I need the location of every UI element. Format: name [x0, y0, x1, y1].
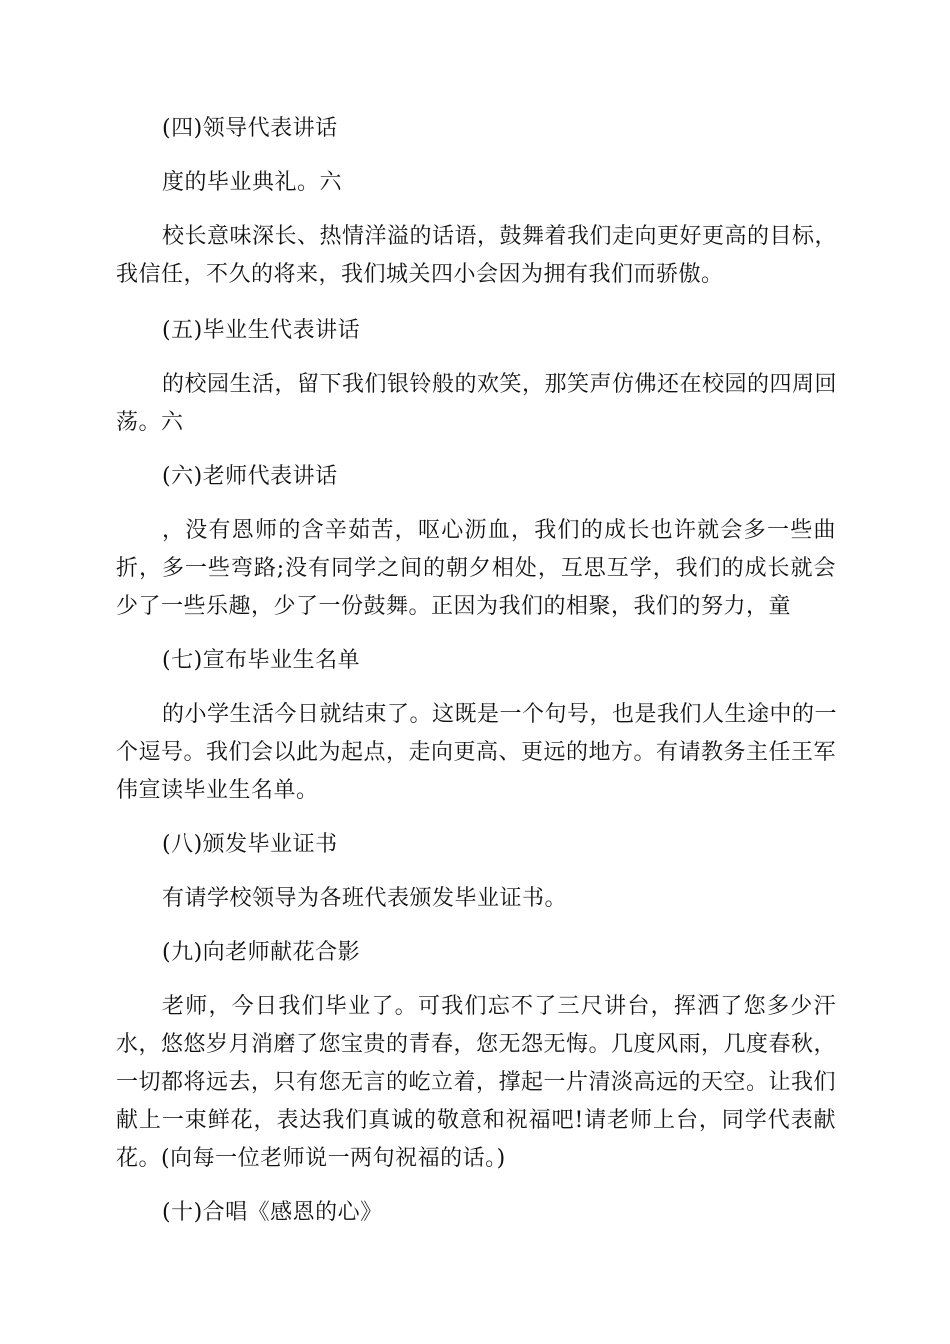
- paragraph-line: 度的毕业典礼。六: [162, 170, 343, 195]
- paragraph-line: 有请学校领导为各班代表颁发毕业证书。: [162, 886, 568, 911]
- section-heading-8: (八)颁发毕业证书: [162, 832, 338, 857]
- paragraph-line: ，没有恩师的含辛茹苦，呕心沥血，我们的成长也许就会多一些曲: [162, 518, 836, 543]
- paragraph-line: 的小学生活今日就结束了。这既是一个句号，也是我们人生途中的一: [162, 702, 838, 727]
- paragraph-line: 的校园生活，留下我们银铃般的欢笑，那笑声仿佛还在校园的四周回: [162, 372, 838, 397]
- paragraph-line: 伟宣读毕业生名单。: [116, 778, 319, 803]
- paragraph-line: 献上一束鲜花，表达我们真诚的敬意和祝福吧!请老师上台，同学代表献: [116, 1108, 836, 1133]
- section-heading-9: (九)向老师献花合影: [162, 940, 361, 965]
- paragraph-line: 花。(向每一位老师说一两句祝福的话。): [116, 1146, 506, 1171]
- paragraph-line: 折，多一些弯路;没有同学之间的朝夕相处，互思互学，我们的成长就会: [116, 556, 836, 581]
- section-heading-4: (四)领导代表讲话: [162, 116, 338, 141]
- section-heading-5: (五)毕业生代表讲话: [162, 318, 361, 343]
- paragraph-line: 水，悠悠岁月消磨了您宝贵的青春，您无怨无悔。几度风雨，几度春秋，: [116, 1032, 837, 1057]
- section-heading-6: (六)老师代表讲话: [162, 464, 338, 489]
- section-heading-7: (七)宣布毕业生名单: [162, 648, 361, 673]
- paragraph-line: 老师，今日我们毕业了。可我们忘不了三尺讲台，挥洒了您多少汗: [162, 994, 836, 1019]
- paragraph-line: 一切都将远去，只有您无言的屹立着，撑起一片清淡高远的天空。让我们: [116, 1070, 837, 1095]
- paragraph-line: 荡。六: [116, 410, 184, 435]
- section-heading-10: (十)合唱《感恩的心》: [162, 1200, 383, 1225]
- paragraph-line: 我信任，不久的将来，我们城关四小会因为拥有我们而骄傲。: [116, 262, 724, 287]
- paragraph-line: 少了一些乐趣，少了一份鼓舞。正因为我们的相聚，我们的努力，童: [116, 594, 792, 619]
- paragraph-line: 校长意味深长、热情洋溢的话语，鼓舞着我们走向更好更高的目标，: [162, 224, 838, 249]
- paragraph-line: 个逗号。我们会以此为起点，走向更高、更远的地方。有请教务主任王军: [116, 740, 837, 765]
